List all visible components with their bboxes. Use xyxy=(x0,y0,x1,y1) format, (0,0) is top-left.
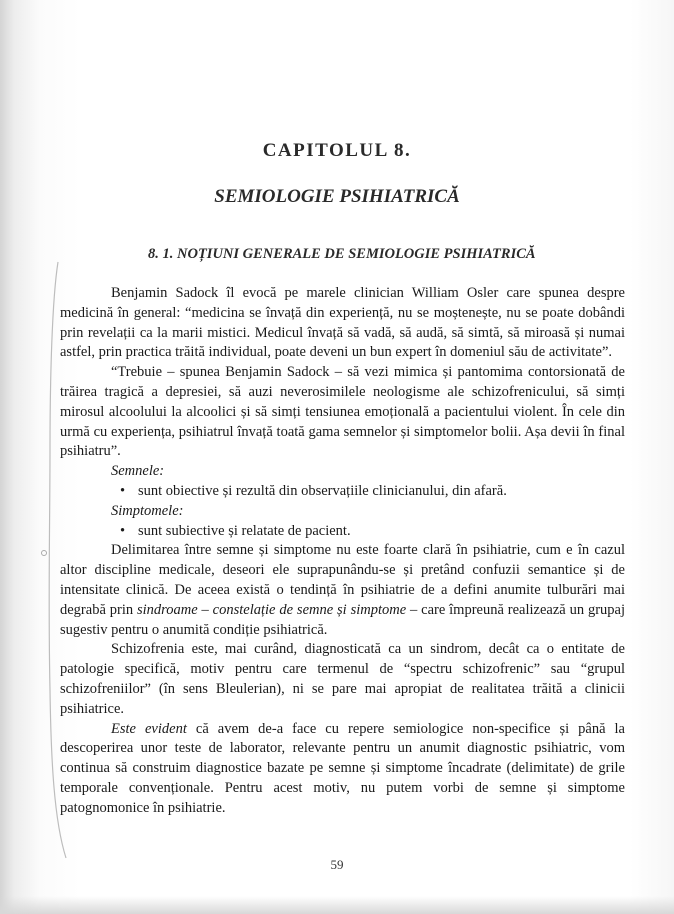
evident-text: că avem de-a face cu repere semiologice non-specifice și până la descoperirea unor teste de laborator, relevante pentru un anumit diagnostic psihiatric, vom continua să construim diagnostice bazate pe semne și simptome încadrate (delimitate) de grile temporale convenționale. Pentru acest motiv, nu putem vorbi de semne și simptome patognomonice în psihiatrie. xyxy=(60,720,625,816)
bullet-dot-icon: • xyxy=(120,522,126,539)
paragraph-delimitation xyxy=(60,541,625,640)
paragraph-evident xyxy=(60,720,625,819)
chapter-heading: CAPITOLUL 8. xyxy=(262,140,412,161)
paragraph-sadock-quote: “Trebuie – spunea Benjamin Sadock – să vezi mimica și pantomima contorsionată de trăirea tragică a depresiei, să auzi neverosimilele neologisme ale schizofrenicului, să simți mirosul alcoolului la alcoolici și să simți tensiunea emoțională a pacientului violent. În cele din urmă cu experiența, psihiatrul învață toată gama semnelor și simptomelor bolii. Așa devii în final psihiatru”. xyxy=(60,364,625,460)
chapter-title: SEMIOLOGIE PSIHIATRICĂ xyxy=(214,186,460,207)
symptoms-label: Simptomele: xyxy=(111,502,184,519)
body-text xyxy=(60,284,625,819)
signs-bullet-item xyxy=(60,482,625,502)
page-bottom-shadow xyxy=(0,896,674,914)
paragraph-schizophrenia: Schizofrenia este, mai curând, diagnosticată ca un sindrom, decât ca o entitate de patologie specifică, motiv pentru care termenul de “spectru schizofrenic” sau “grupul schizofreniilor” (în sens Bleulerian), ni se pare mai apropiat de realitatea trăită a clinicii psihiatrice. xyxy=(60,641,625,717)
section-title: 8. 1. NOȚIUNI GENERALE DE SEMIOLOGIE PSIHIATRICĂ xyxy=(148,246,536,262)
delimitation-text-start: Delimitarea între semne și simptome nu este foarte clară în psihiatrie, cum e în cazul altor discipline medicale, deseori ele suprapunându-se și pretând confuzii semantice și de intensitate clinică. De aceea există o tendință în psihiatrie de a defini anumite tulburări mai degrabă prin xyxy=(60,542,625,618)
symptoms-bullet-text: sunt subiective și relatate de pacient. xyxy=(138,522,351,539)
signs-label: Semnele: xyxy=(111,463,165,480)
evident-emphasis: Este evident xyxy=(111,720,187,737)
page-number: 59 xyxy=(330,857,344,872)
symptoms-bullet-item xyxy=(60,522,625,542)
signs-bullet-text: sunt obiective și rezultă din observațiile clinicianului, din afară. xyxy=(138,482,507,499)
paragraph-osler-quote: Benjamin Sadock îl evocă pe marele clinician William Osler care spunea despre medicină în general: “medicina se învață din experiență, nu se moștenește, nu se poate dobândi prin revelații ca la marii mistici. Medicul învață să vadă, să audă, să simtă, să miroasă și numai astfel, prin practica trăită individual, poate deveni un bun expert în domeniul său de activitate”. xyxy=(60,285,625,361)
syndrome-definition: sindroame – constelație de semne și simptome xyxy=(137,601,407,618)
bullet-dot-icon: • xyxy=(120,482,126,499)
delimitation-text-end: – care împreună realizează un grupaj sugestiv pentru o anumită condiție psihiatrică. xyxy=(60,601,626,638)
